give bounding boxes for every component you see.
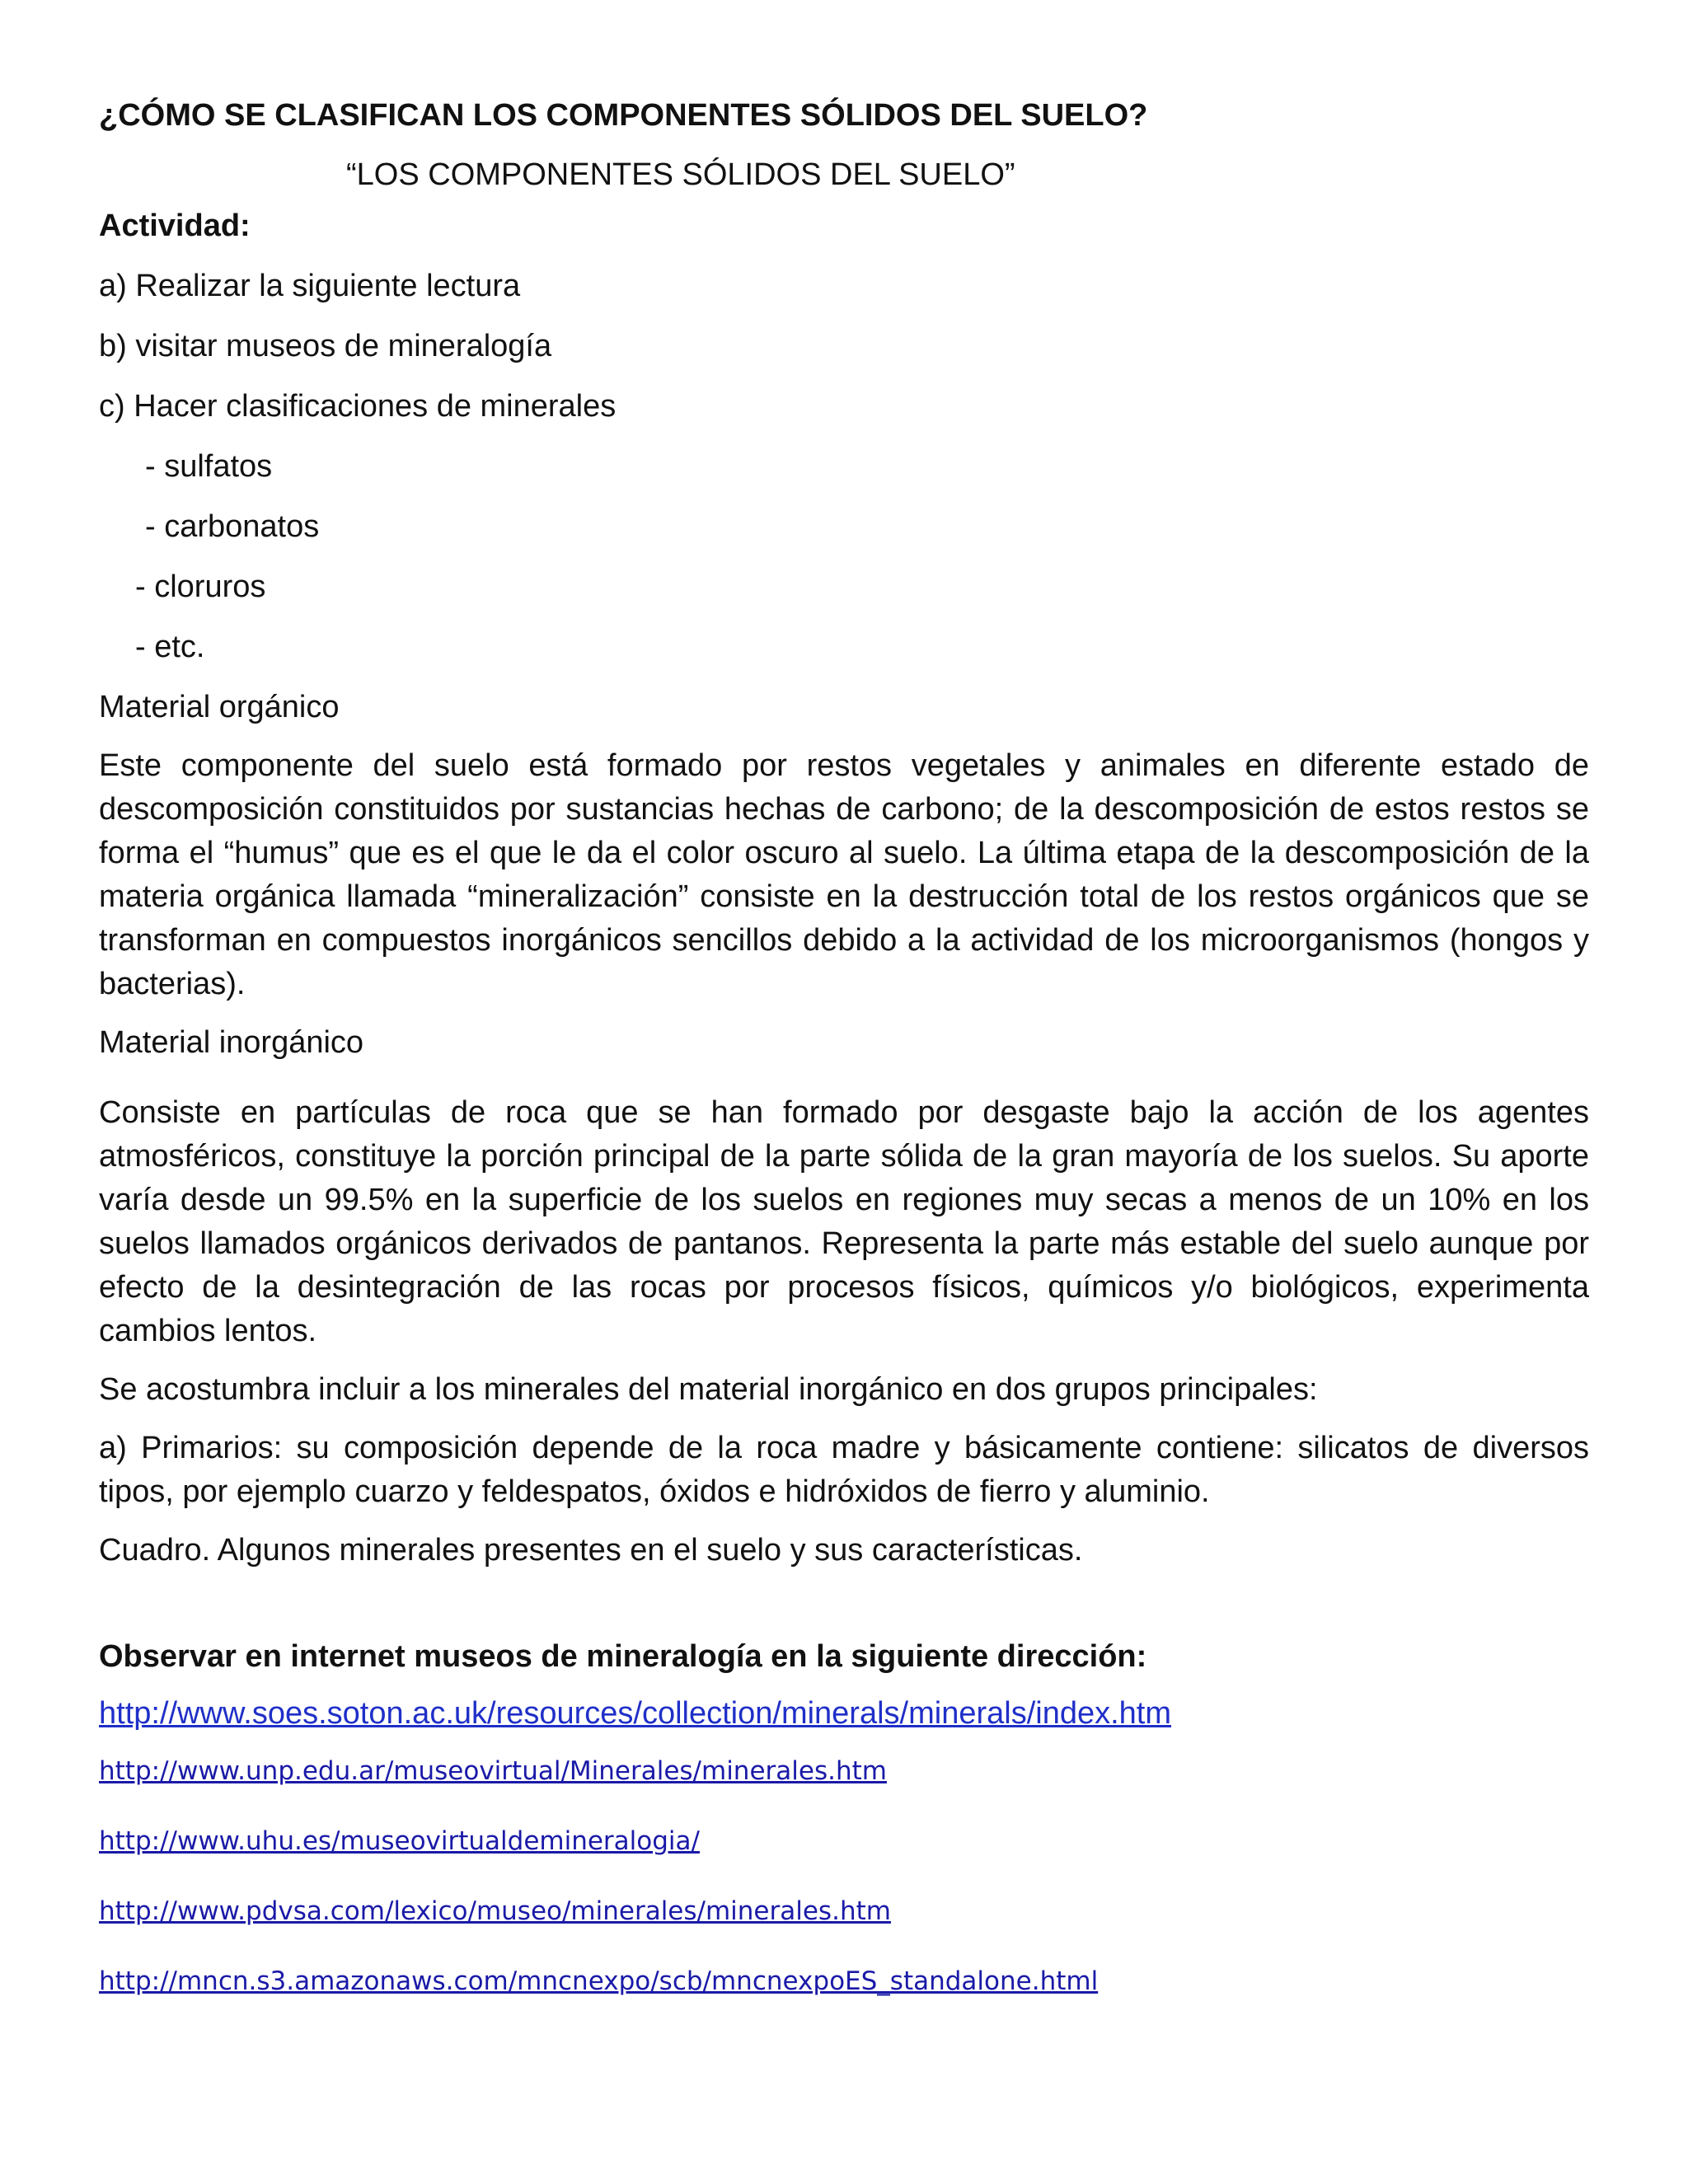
mineral-type-item: - cloruros	[135, 569, 266, 604]
museum-link-uhu[interactable]: http://www.uhu.es/museovirtualdemineralogia/	[99, 1826, 700, 1856]
document-page	[99, 91, 1589, 2033]
museum-link-unp[interactable]: http://www.unp.edu.ar/museovirtual/Minerales/minerales.htm	[99, 1756, 887, 1786]
inorganic-heading: Material inorgánico	[99, 1025, 364, 1060]
museum-link-soton[interactable]: http://www.soes.soton.ac.uk/resources/collection/minerals/minerals/index.htm	[99, 1696, 1171, 1731]
museum-link-pdvsa[interactable]: http://www.pdvsa.com/lexico/museo/minerales/minerales.htm	[99, 1896, 891, 1926]
inorganic-paragraph: Consiste en partículas de roca que se han formado por desgaste bajo la acción de los agentes atmosféricos, constituye la porción principal de la parte sólida de la gran mayoría de los suelos. Su aporte varía desde un 99.5% en la superficie de los suelos en regiones muy secas a menos de un 10% en los suelos llamados orgánicos derivados de pantanos. Representa la parte más estable del suelo aunque por efecto de la desintegración de las rocas por procesos físicos, químicos y/o biológicos, experimenta cambios lentos.	[99, 1095, 1589, 1348]
mineral-type-item: - etc.	[135, 630, 205, 664]
activity-item-b: b) visitar museos de mineralogía	[99, 329, 552, 363]
links-heading: Observar en internet museos de mineralogía en la siguiente dirección:	[99, 1639, 1147, 1674]
document-subtitle: “LOS COMPONENTES SÓLIDOS DEL SUELO”	[346, 157, 1015, 192]
document-title: ¿CÓMO SE CLASIFICAN LOS COMPONENTES SÓLIDOS DEL SUELO?	[99, 98, 1148, 133]
groups-intro: Se acostumbra incluir a los minerales del material inorgánico en dos grupos principales:	[99, 1372, 1318, 1407]
primary-minerals-paragraph: a) Primarios: su composición depende de la roca madre y básicamente contiene: silicatos de diversos tipos, por ejemplo cuarzo y feldespatos, óxidos e hidróxidos de fierro y aluminio.	[99, 1431, 1589, 1509]
museum-link-mncn[interactable]: http://mncn.s3.amazonaws.com/mncnexpo/scb/mncnexpoES_standalone.html	[99, 1966, 1099, 1996]
activity-heading: Actividad:	[99, 209, 251, 243]
organic-paragraph: Este componente del suelo está formado por restos vegetales y animales en diferente estado de descomposición constituidos por sustancias hechas de carbono; de la descomposición de estos restos se forma el “humus” que es el que le da el color oscuro al suelo. La última etapa de la descomposición de la materia orgánica llamada “mineralización” consiste en la destrucción total de los restos orgánicos que se transforman en compuestos inorgánicos sencillos debido a la actividad de los microorganismos (hongos y bacterias).	[99, 748, 1589, 1001]
activity-item-a: a) Realizar la siguiente lectura	[99, 269, 521, 303]
table-caption: Cuadro. Algunos minerales presentes en el suelo y sus características.	[99, 1533, 1083, 1568]
organic-heading: Material orgánico	[99, 690, 340, 724]
mineral-type-item: - carbonatos	[145, 509, 320, 544]
mineral-type-item: - sulfatos	[145, 449, 273, 484]
spacer	[99, 1587, 1589, 1635]
activity-item-c: c) Hacer clasificaciones de minerales	[99, 389, 617, 424]
